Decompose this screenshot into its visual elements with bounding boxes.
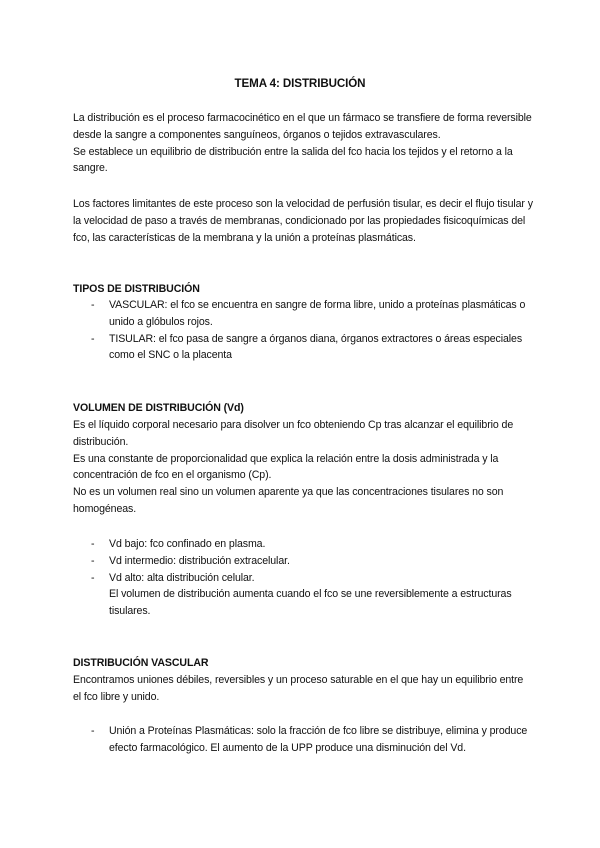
tipos-list <box>73 297 533 364</box>
bullet-dash: - <box>91 538 95 550</box>
vascular-heading: DISTRIBUCIÓN VASCULAR <box>73 657 209 669</box>
vascular-list <box>73 723 533 757</box>
volumen-list <box>73 536 533 620</box>
bullet-dash: - <box>91 725 95 737</box>
tipos-item-vascular: VASCULAR: el fco se encuentra en sangre de forma libre, unido a proteínas plasmáticas o unido a glóbulos rojos. <box>109 299 526 328</box>
intro-paragraph-3: Los factores limitantes de este proceso son la velocidad de perfusión tisular, es decir el flujo tisular y la velocidad de paso a través de membranas, condicionado por las propiedades fisicoquímicas del fco, las características de la membrana y la unión a proteínas plasmáticas. <box>73 198 533 244</box>
limiting-factors-section <box>73 196 533 246</box>
volumen-paragraph-2: Es una constante de proporcionalidad que explica la relación entre la dosis administrada y la concentración de fco en el organismo (Cp). <box>73 452 499 482</box>
volumen-note: El volumen de distribución aumenta cuando el fco se une reversiblemente a estructuras tisulares. <box>109 588 512 618</box>
bullet-dash: - <box>91 554 95 567</box>
list-item <box>73 297 533 331</box>
bullet-dash: - <box>91 332 95 345</box>
list-item <box>73 723 533 757</box>
list-item <box>73 553 533 570</box>
document-title: TEMA 4: DISTRIBUCIÓN <box>234 77 366 90</box>
volumen-paragraph-1: Es el líquido corporal necesario para disolver un fco obteniendo Cp tras alcanzar el equilibrio de distribución. <box>73 419 514 448</box>
upp-item: Unión a Proteínas Plasmáticas: solo la fracción de fco libre se distribuye, elimina y produce efecto farmacológico. El aumento de la UPP produce una disminución del Vd. <box>109 725 528 754</box>
bullet-dash: - <box>91 571 95 584</box>
intro-paragraph-2: Se establece un equilibrio de distribución entre la salida del fco hacia los tejidos y el retorno a la sangre. <box>73 145 513 175</box>
list-item <box>73 331 533 365</box>
intro-section <box>73 110 533 177</box>
tipos-heading: TIPOS DE DISTRIBUCIÓN <box>73 283 200 295</box>
bullet-dash: - <box>91 299 95 311</box>
volumen-paragraph-3: No es un volumen real sino un volumen aparente ya que las concentraciones tisulares no son homogéneas. <box>73 486 504 515</box>
vascular-section <box>73 672 533 706</box>
vascular-paragraph-1: Encontramos uniones débiles, reversibles y un proceso saturable en el que hay un equilibrio entre el fco libre y unido. <box>73 674 524 703</box>
volumen-heading: VOLUMEN DE DISTRIBUCIÓN (Vd) <box>73 402 244 414</box>
intro-paragraph-1: La distribución es el proceso farmacocinético en el que un fármaco se transfiere de forma reversible desde la sangre a componentes sanguíneos, órganos o tejidos extravasculares. <box>73 112 532 141</box>
tipos-item-tisular: TISULAR: el fco pasa de sangre a órganos diana, órganos extractores o áreas especiales como el SNC o la placenta <box>109 332 523 362</box>
vd-intermedio-item: Vd intermedio: distribución extracelular. <box>109 554 290 567</box>
volumen-section <box>73 417 533 518</box>
vd-alto-item: Vd alto: alta distribución celular. <box>109 571 255 584</box>
list-item <box>73 536 533 553</box>
vd-bajo-item: Vd bajo: fco confinado en plasma. <box>109 538 266 550</box>
list-item <box>73 570 533 587</box>
